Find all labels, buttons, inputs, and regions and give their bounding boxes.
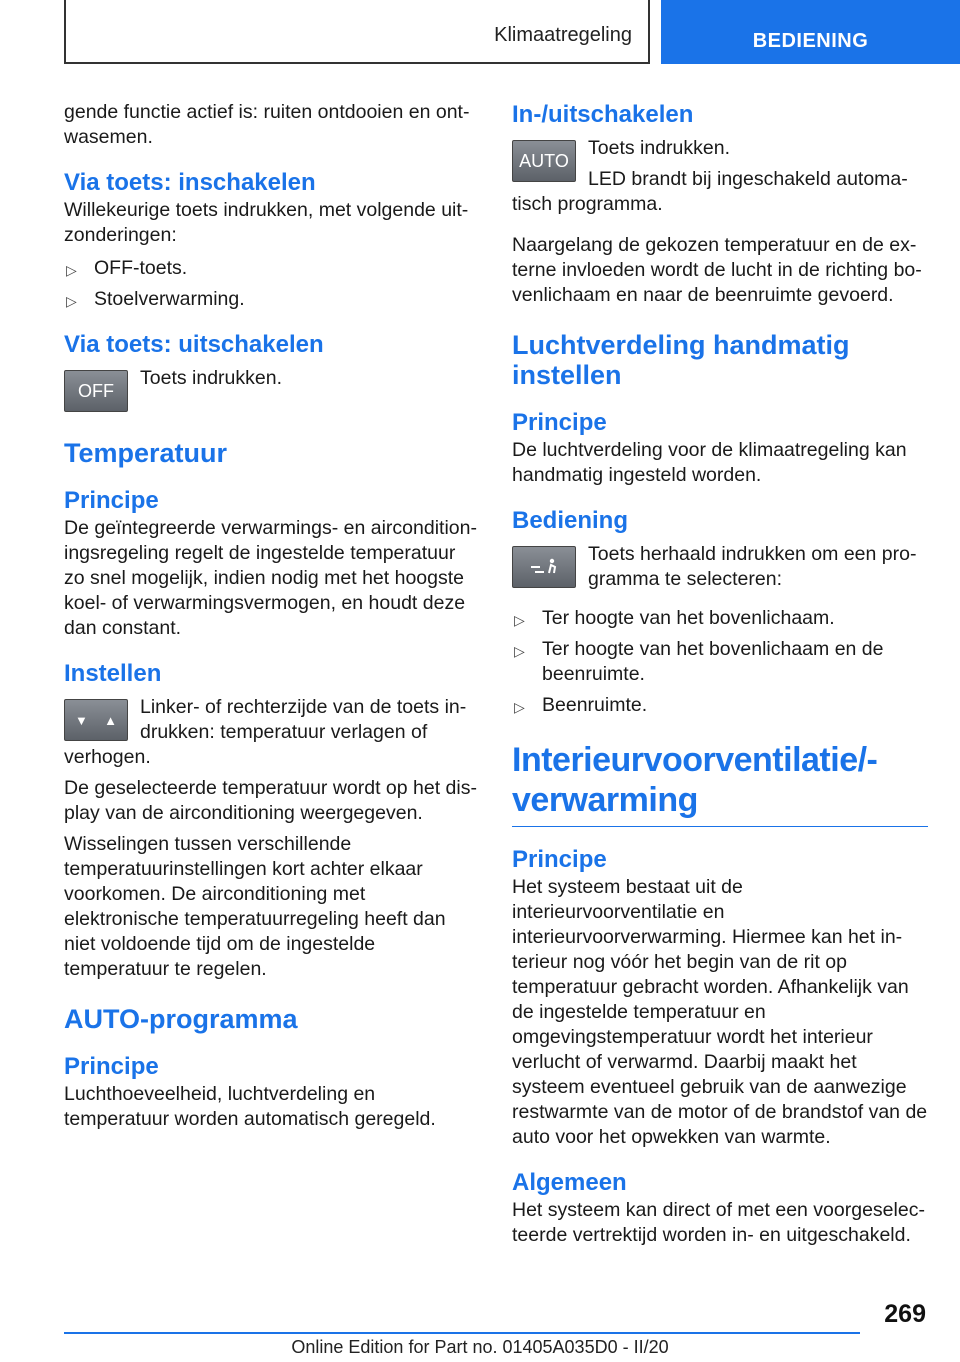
bediening-heading: Bediening (512, 507, 629, 534)
bediening-list (512, 606, 928, 718)
air-distribution-principe-heading: Principe (512, 409, 607, 436)
triangle-bullet-icon: ▷ (66, 293, 77, 309)
interior-principe-heading: Principe (512, 846, 607, 873)
instellen-heading: Instellen (64, 660, 162, 687)
footer-edition-text: Online Edition for Part no. 01405A035D0 - II/20 (291, 1337, 669, 1357)
auto-program-heading: AUTO-programma (64, 1004, 298, 1034)
intro-text: gende functie actief is: ruiten ontdooien en ontwasemen. (64, 101, 470, 148)
via-on-heading: Via toets: inschakelen (64, 169, 316, 196)
via-on-text: Willekeurige toets indrukken, met volgende uitzonderingen: (64, 199, 469, 246)
temperature-principe-text: De geïntegreerde verwarmings- en airconditioningsregeling regelt de ingestelde temperatuur zo snel mogelijk, indien nodig met het hoogste koel- of verwarmingsvermogen, en houdt deze dan constant. (64, 517, 477, 639)
instellen-block (64, 695, 480, 776)
auto-button-image: AUTO (512, 140, 576, 182)
triangle-bullet-icon: ▷ (514, 643, 525, 659)
via-off-block (64, 366, 480, 416)
footer-divider (64, 1332, 860, 1334)
interior-preconditioning-heading: Interieurvoorventilatie/-verwarming (512, 740, 928, 827)
list-item: ▷ Ter hoogte van het bovenlichaam en de beenruimte. (514, 638, 884, 685)
temperature-principe-heading: Principe (64, 487, 159, 514)
list-item: ▷ Ter hoogte van het bovenlichaam. (512, 606, 928, 631)
algemeen-text: Het systeem kan direct of met een voorgeselecteerde vertrektijd worden in- en uitgeschakeld. (512, 1199, 925, 1246)
interior-principe-text: Het systeem bestaat uit de interieurvoorventilatie en interieurvoorverwarming. Hiermee kan het interieur nog vóór het begin van de rit op temperatuur gebracht worden. Afhankelijk van de ingestelde temperatuur en omgevingstemperatuur wordt het interieur verlucht of verwarmd. Daarbij maakt het systeem eventueel gebruik van de aanwezige restwarmte van de motor of de brandstof van de auto voor het opwekken van warmte. (512, 876, 928, 1148)
header-section-box (64, 0, 650, 64)
air-distribution-principe-text: De luchtverdeling voor de klimaatregeling kan handmatig ingesteld worden. (512, 439, 907, 486)
list-item: ▷ Stoelverwarming. (64, 287, 480, 312)
bediening-block (512, 542, 928, 598)
temperature-heading: Temperatuur (64, 438, 228, 468)
right-column (512, 100, 928, 1254)
air-distribution-heading: Luchtverdeling handmatig instellen (512, 330, 850, 390)
via-off-text: Toets indrukken. (140, 367, 282, 389)
in-uit-line-2: LED brandt bij ingeschakeld automatisch programma. (512, 168, 908, 215)
algemeen-heading: Algemeen (512, 1169, 627, 1196)
header-chapter-label: BEDIENING (752, 30, 869, 52)
list-item: ▷ OFF-toets. (64, 256, 480, 281)
arrow-down-icon: ▼ (75, 712, 88, 728)
auto-principe-heading: Principe (64, 1053, 159, 1080)
off-button-image: OFF (64, 370, 128, 412)
triangle-bullet-icon: ▷ (514, 612, 525, 628)
list-item: ▷ Beenruimte. (512, 693, 928, 718)
bediening-text: Toets herhaald indrukken om een programma te selecteren: (588, 543, 917, 590)
instellen-paragraph-3: Wisselingen tussen verschillende temperatuurinstellingen kort achter elkaar voorkomen. De airconditioning met elektronische temperatuurregeling heeft dan niet voldoende tijd om de ingestelde temperatuur te regelen. (64, 833, 446, 980)
header-chapter-tab (661, 0, 960, 64)
left-column (64, 100, 480, 1138)
instellen-text: Linker- of rechterzijde van de toets indrukken: temperatuur verlagen of verhogen. (64, 696, 467, 768)
in-uit-heading: In-/uitschakelen (512, 101, 694, 128)
page-number: 269 (884, 1300, 926, 1328)
air-distribution-button-image (512, 546, 576, 588)
arrow-up-icon: ▲ (104, 712, 117, 728)
page-header (0, 0, 960, 66)
triangle-bullet-icon: ▷ (66, 262, 77, 278)
in-uit-paragraph-2: Naargelang de gekozen temperatuur en de externe invloeden wordt de lucht in de richting bovenlichaam en naar de beenruimte gevoerd. (512, 234, 922, 306)
via-on-list (64, 256, 480, 312)
air-distribution-icon (527, 555, 561, 579)
triangle-bullet-icon: ▷ (514, 699, 525, 715)
temperature-button-image (64, 699, 128, 741)
instellen-paragraph-2: De geselecteerde temperatuur wordt op het display van de airconditioning weergegeven. (64, 777, 477, 824)
header-section-title: Klimaatregeling (494, 24, 632, 46)
in-uit-block (512, 136, 928, 223)
auto-principe-text: Luchthoeveelheid, luchtverdeling en temperatuur worden automatisch geregeld. (64, 1083, 436, 1130)
via-off-heading: Via toets: uitschakelen (64, 331, 324, 358)
in-uit-line-1: Toets indrukken. (588, 137, 730, 159)
